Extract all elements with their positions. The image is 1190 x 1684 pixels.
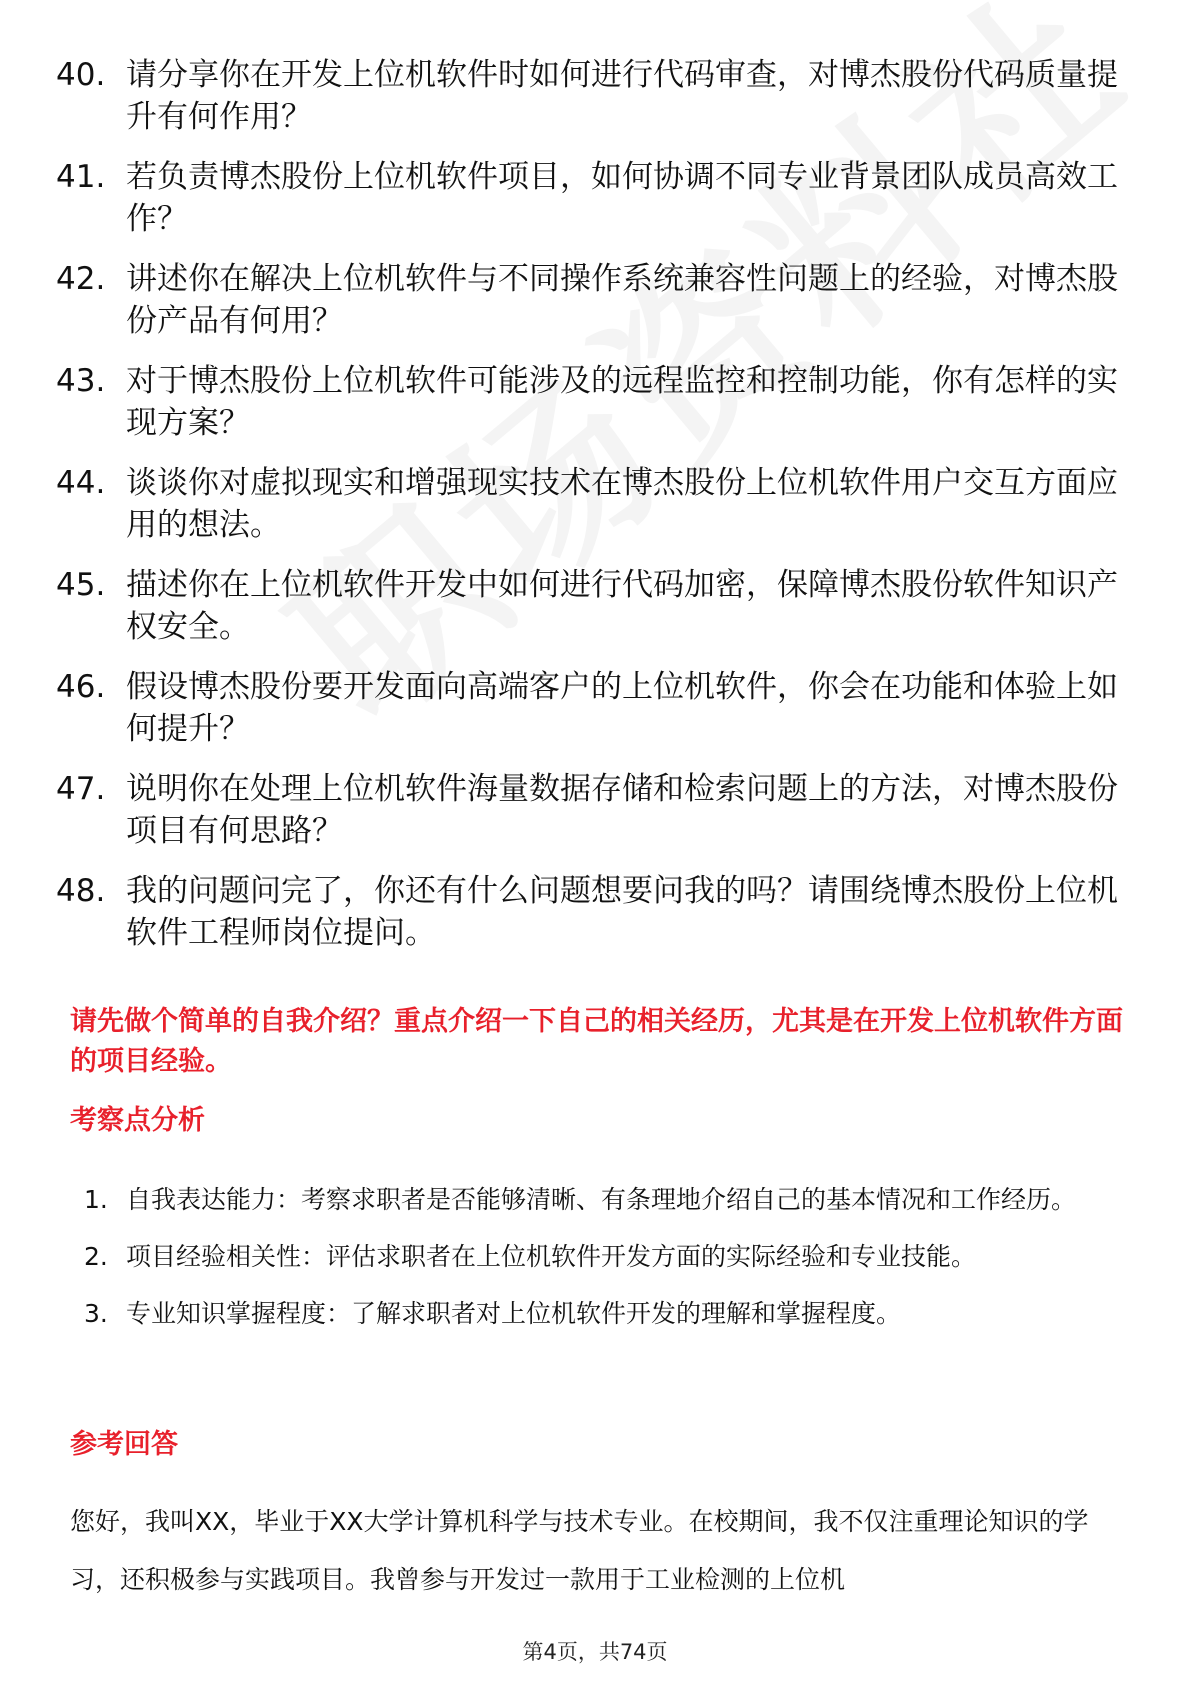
question-item [56, 462, 1126, 546]
question-text: 讲述你在解决上位机软件与不同操作系统兼容性问题上的经验，对博杰股份产品有何用？ [126, 261, 1118, 339]
question-text: 假设博杰股份要开发面向高端客户的上位机软件，你会在功能和体验上如何提升？ [126, 669, 1118, 747]
question-item [56, 156, 1126, 240]
question-number: 41. [56, 159, 106, 195]
point-text: 项目经验相关性：评估求职者在上位机软件开发方面的实际经验和专业技能。 [126, 1242, 977, 1271]
question-text: 谈谈你对虚拟现实和增强现实技术在博杰股份上位机软件用户交互方面应用的想法。 [126, 465, 1118, 543]
page-footer: 第4页，共74页 [522, 1640, 668, 1664]
question-item [56, 564, 1126, 648]
question-number: 47. [56, 771, 106, 807]
highlight-question: 请先做个简单的自我介绍？重点介绍一下自己的相关经历，尤其是在开发上位机软件方面的项目经验。 [70, 1006, 1123, 1077]
question-text: 描述你在上位机软件开发中如何进行代码加密，保障博杰股份软件知识产权安全。 [126, 567, 1118, 645]
question-text: 说明你在处理上位机软件海量数据存储和检索问题上的方法，对博杰股份项目有何思路？ [126, 771, 1118, 849]
question-number: 46. [56, 669, 106, 705]
question-item [56, 768, 1126, 852]
question-number: 44. [56, 465, 106, 501]
reference-answer: 您好，我叫XX，毕业于XX大学计算机科学与技术专业。在校期间，我不仅注重理论知识的学习，还积极参与实践项目。我曾参与开发过一款用于工业检测的上位机 [70, 1507, 1089, 1594]
question-item [56, 666, 1126, 750]
point-text: 自我表达能力：考察求职者是否能够清晰、有条理地介绍自己的基本情况和工作经历。 [126, 1185, 1077, 1214]
analysis-point [84, 1285, 1130, 1342]
question-number: 42. [56, 261, 106, 297]
question-text: 我的问题问完了，你还有什么问题想要问我的吗？请围绕博杰股份上位机软件工程师岗位提问。 [126, 873, 1118, 951]
point-text: 专业知识掌握程度：了解求职者对上位机软件开发的理解和掌握程度。 [126, 1299, 902, 1328]
question-item [56, 870, 1126, 954]
question-number: 48. [56, 873, 106, 909]
analysis-point [84, 1171, 1130, 1228]
question-number: 40. [56, 57, 106, 93]
point-number: 2. [84, 1242, 108, 1271]
question-item [56, 360, 1126, 444]
question-list [56, 54, 1126, 972]
analysis-heading: 考察点分析 [70, 1105, 205, 1136]
analysis-points [84, 1171, 1130, 1342]
question-text: 请分享你在开发上位机软件时如何进行代码审查，对博杰股份代码质量提升有何作用？ [126, 57, 1118, 135]
point-number: 1. [84, 1185, 108, 1214]
question-item [56, 258, 1126, 342]
question-text: 对于博杰股份上位机软件可能涉及的远程监控和控制功能，你有怎样的实现方案？ [126, 363, 1118, 441]
analysis-point [84, 1228, 1130, 1285]
question-text: 若负责博杰股份上位机软件项目，如何协调不同专业背景团队成员高效工作？ [126, 159, 1118, 237]
question-item [56, 54, 1126, 138]
point-number: 3. [84, 1299, 108, 1328]
question-number: 43. [56, 363, 106, 399]
reference-heading: 参考回答 [70, 1429, 178, 1460]
question-number: 45. [56, 567, 106, 603]
